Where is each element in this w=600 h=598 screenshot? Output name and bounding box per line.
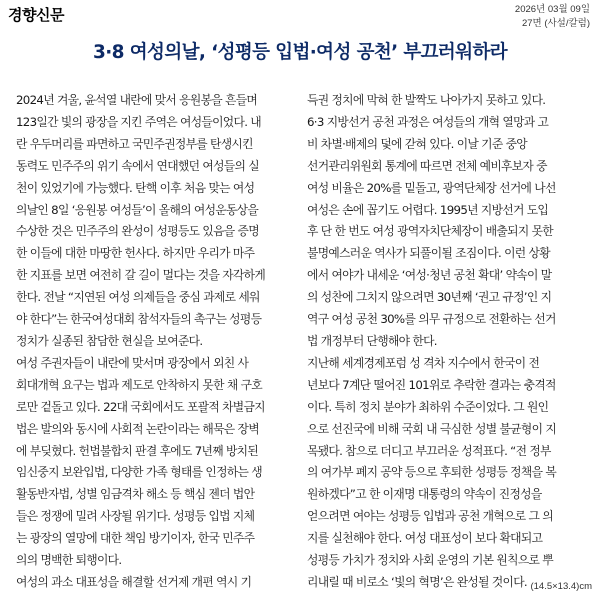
article-line: 리내릴 때 비로소 ‘빛의 혁명’은 완성될 것이다.	[307, 574, 527, 589]
article-line: 얻으려면 여야는 성평등 입법과 공천 개혁으로 그 의	[307, 509, 553, 524]
article-line: 수상한 것은 민주주의 완성이 성평등도 있음을 증명	[16, 224, 259, 239]
article-line: 한다. 전날 “지연된 여성 의제들을 중심 과제로 세워	[16, 290, 260, 305]
article-line: 의의 명백한 퇴행이다.	[16, 553, 122, 568]
article-line: 년보다 7계단 떨어진 101위로 추락한 결과는 충격적	[307, 377, 556, 392]
article-line: 로만 겉돌고 있다. 22대 국회에서도 포괄적 차별금지	[16, 399, 265, 414]
article-line: 한 지표를 보면 여전히 갈 길이 멀다는 것을 자각하게	[16, 268, 266, 283]
article-line: 동력도 민주주의 위기 속에서 연대했던 여성들의 실	[16, 158, 259, 173]
article-line: 활동반자법, 성별 임금격차 해소 등 핵심 젠더 법안	[16, 487, 255, 502]
article-line: 한 이들에 대한 마땅한 헌사다. 하지만 우리가 마주	[16, 246, 255, 261]
article-line: 천이 있었기에 가능했다. 탄핵 이후 처음 맞는 여성	[16, 180, 255, 195]
article-line: 여성 주권자들이 내란에 맞서며 광장에서 외친 사	[16, 355, 249, 370]
article-line: 2024년 겨울, 윤석열 내란에 맞서 응원봉을 흔들며	[16, 93, 258, 107]
article-line: 에 부딪혔다. 헌법불합치 판결 후에도 7년째 방치된	[16, 443, 259, 458]
article-line: 법은 발의와 동시에 사회적 논란이라는 해묵은 장벽	[16, 421, 259, 436]
page-section: 27면 (사설/칼럼)	[521, 18, 590, 29]
article-line: 란 우두머리를 파면하고 국민주권정부를 탄생시킨	[16, 136, 253, 151]
clipping-size: (14.5×13.4)cm	[530, 581, 592, 592]
article-meta	[515, 3, 590, 31]
article-line: 회대개혁 요구는 법과 제도로 안착하지 못한 채 구호	[16, 377, 262, 392]
editorial-headline: 3·8 여성의날, ‘성평등 입법·여성 공천’ 부끄러워하라	[92, 42, 508, 63]
article-line: 의날인 8일 ‘응원봉 여성들’이 올해의 여성운동상을	[16, 202, 259, 217]
article-line: 지난해 세계경제포럼 성 격차 지수에서 한국이 전	[307, 355, 540, 370]
article-line: 역구 여성 공천 30%를 의무 규정으로 전환하는 선거	[307, 312, 556, 327]
article-line: 이다. 특히 정치 분야가 최하위 수준이었다. 그 원인	[307, 399, 549, 414]
article-line: 여성의 과소 대표성을 해결할 선거제 개편 역시 기	[16, 574, 252, 589]
article-line: 원하겠다”고 한 이재명 대통령의 약속이 진정성을	[307, 487, 542, 502]
article-line: 지를 실천해야 한다. 여성 대표성이 보다 확대되고	[307, 531, 543, 546]
newspaper-masthead: 경향신문	[8, 6, 64, 24]
article-line: 123일간 빛의 광장을 지킨 주역은 여성들이었다. 내	[16, 114, 261, 129]
article-line: 법 개정부터 단행해야 한다.	[307, 333, 437, 348]
publication-date: 2026년 03월 09일	[514, 4, 590, 15]
article-column-right	[307, 90, 590, 594]
article-line: 불명예스러운 역사가 되풀이될 조짐이다. 이런 상황	[307, 246, 550, 261]
article-line: 으로 선진국에 비해 국회 내 극심한 성별 불균형이 지	[307, 421, 557, 436]
article-line: 정치가 실종된 참담한 현실을 보여준다.	[16, 333, 203, 348]
article-line: 목됐다. 참으로 더디고 부끄러운 성적표다. “전 정부	[307, 443, 551, 458]
article-line: 득권 정치에 막혀 한 발짝도 나아가지 못하고 있다.	[307, 93, 546, 107]
article-line: 들은 정쟁에 밀려 사장될 위기다. 성평등 입법 지체	[16, 509, 255, 524]
article-line: 6·3 지방선거 공천 과정은 여성들의 개혁 열망과 고	[307, 114, 549, 129]
article-line: 의 여가부 폐지 공약 등으로 후퇴한 성평등 정책을 복	[307, 465, 557, 480]
article-line: 야 한다”는 한국여성대회 참석자들의 촉구는 성평등	[16, 312, 262, 327]
article-line: 여성 비율은 20%를 밑돌고, 광역단체장 선거에 나선	[307, 180, 556, 195]
article-line: 의 성찬에 그치지 않으려면 30년째 ‘권고 규정’인 지	[307, 290, 552, 305]
article-line: 비 차별·배제의 덫에 갇혀 있다. 이날 기준 중앙	[307, 136, 527, 151]
article-line: 후 단 한 번도 여성 광역자치단체장이 배출되지 못한	[307, 224, 553, 239]
article-line: 여성은 손에 꼽기도 어렵다. 1995년 지방선거 도입	[307, 202, 549, 217]
article-line: 에서 여야가 내세운 ‘여성·청년 공천 확대’ 약속이 말	[307, 268, 552, 283]
article-line: 임신중지 보완입법, 다양한 가족 형태를 인정하는 생	[16, 465, 262, 480]
article-line: 선거관리위원회 통계에 따르면 전체 예비후보자 중	[307, 158, 547, 173]
article-column-left	[16, 90, 299, 594]
article-line: 성평등 가치가 정치와 사회 운영의 기본 원칙으로 뿌	[307, 553, 553, 568]
article-line: 는 광장의 열망에 대한 책임 방기이자, 한국 민주주	[16, 531, 255, 546]
